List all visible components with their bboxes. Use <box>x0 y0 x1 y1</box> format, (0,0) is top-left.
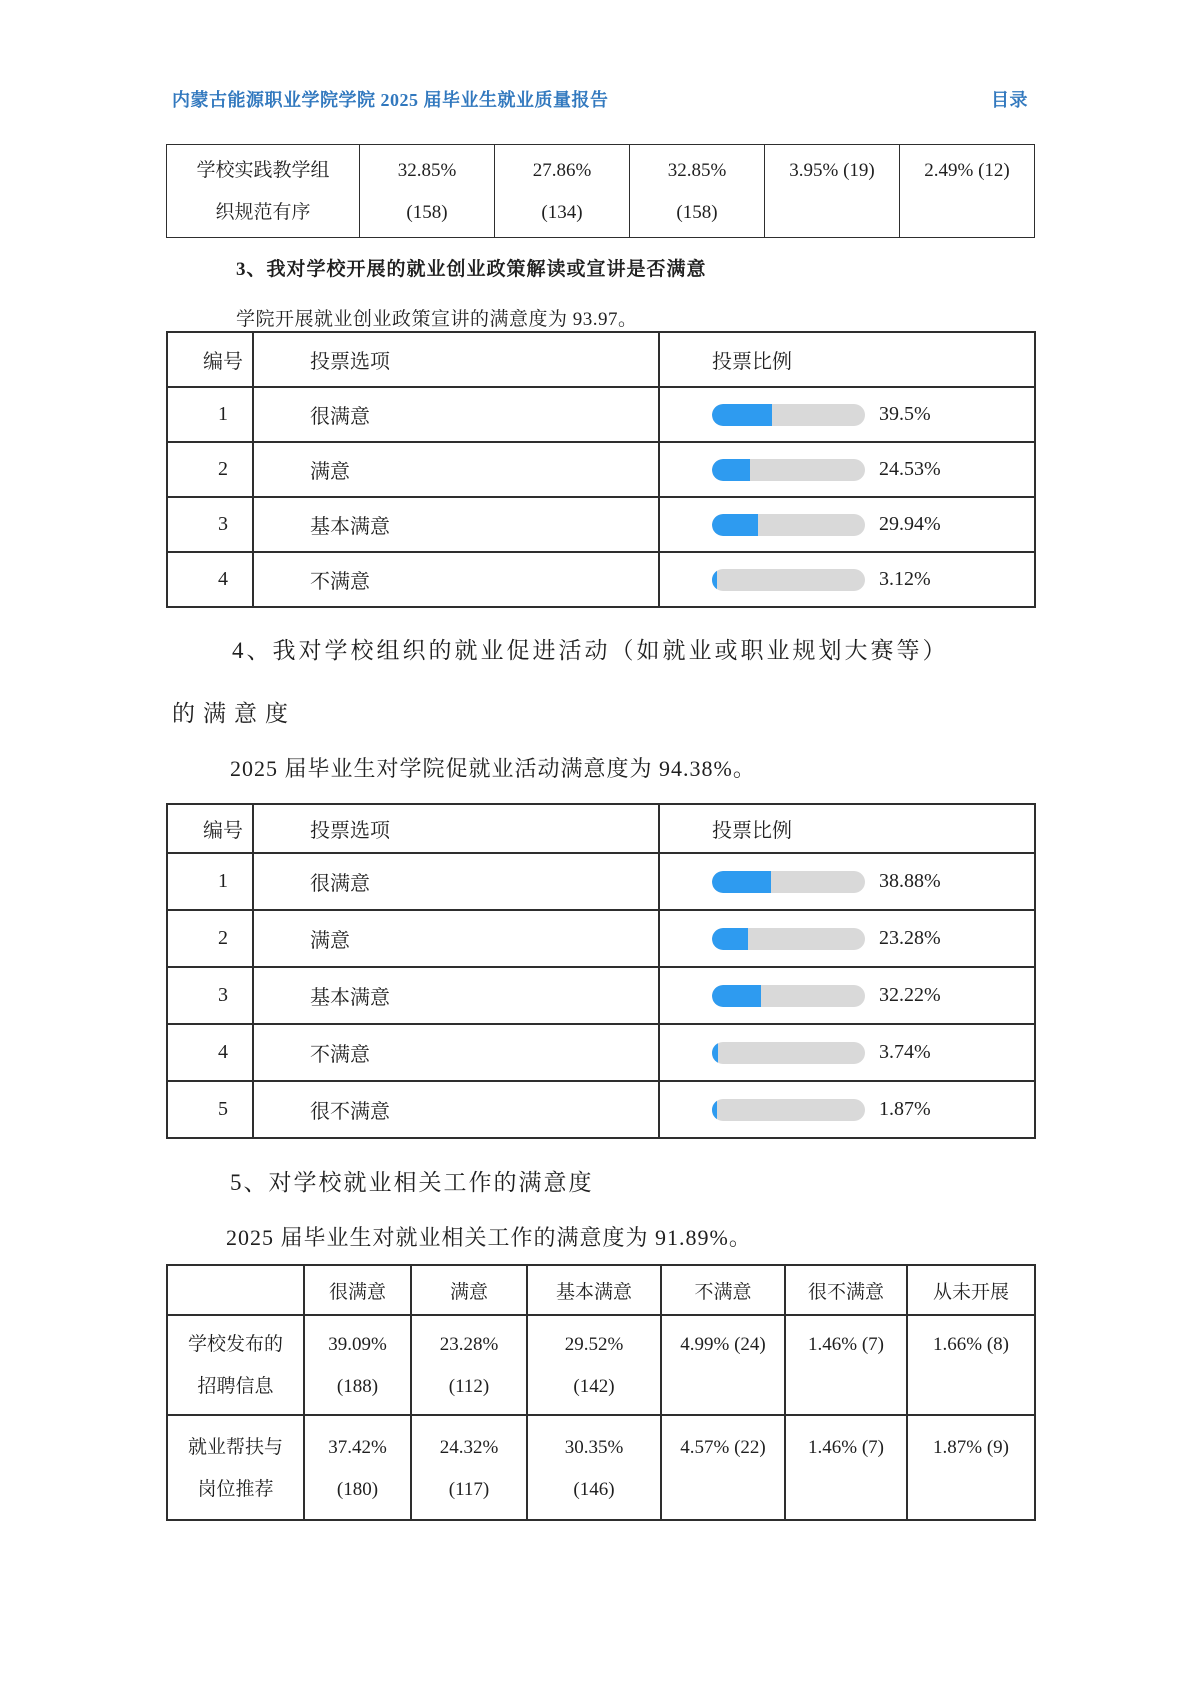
table-header-row <box>167 1265 1035 1315</box>
table-header-row <box>167 804 1035 853</box>
row-number: 4 <box>167 552 253 607</box>
vote-bar-fill <box>712 404 772 426</box>
cell-line2 <box>786 1470 906 1510</box>
cell-line2: (188) <box>336 1376 379 1397</box>
vote-bar <box>660 403 1034 426</box>
cell-line1: 1.66% (8) <box>933 1334 1009 1355</box>
cell-line1: 就业帮扶与 <box>187 1436 283 1458</box>
cell-lines <box>528 1426 660 1510</box>
cell-line2: (180) <box>336 1478 379 1500</box>
section5-subtext: 2025 届毕业生对就业相关工作的满意度为 91.89%。 <box>226 1225 752 1250</box>
row-option: 基本满意 <box>253 497 659 552</box>
data-cell <box>527 1415 661 1520</box>
cell-line2 <box>662 1367 784 1407</box>
data-cell <box>411 1315 527 1415</box>
cell-lines <box>908 1426 1034 1510</box>
cell-line2: (146) <box>573 1478 615 1500</box>
vote-percent-label: 24.53% <box>879 458 941 480</box>
cell-line1: 32.85% <box>397 160 457 181</box>
table-row <box>167 387 1035 442</box>
vote-bar-fill <box>712 985 761 1007</box>
page-header <box>172 86 1028 112</box>
cell-lines <box>662 1426 784 1510</box>
row-ratio <box>659 853 1035 910</box>
cell-line1: 3.95% (19) <box>789 160 875 181</box>
section3-subtext: 学院开展就业创业政策宣讲的满意度为 93.97。 <box>236 309 638 330</box>
vote-bar-track <box>712 404 865 426</box>
col-header: 基本满意 <box>527 1265 661 1315</box>
vote-bar-track <box>712 514 865 536</box>
data-cell <box>304 1415 411 1520</box>
vote-bar-track <box>712 985 865 1007</box>
cell-line1: 学校实践教学组 <box>196 160 330 181</box>
vote-percent-label: 3.74% <box>879 1041 931 1063</box>
row-label <box>167 1315 304 1415</box>
cell-line1: 学校发布的 <box>187 1334 283 1355</box>
activity-vote-table <box>166 803 1036 1139</box>
col-header-ratio: 投票比例 <box>659 804 1035 853</box>
employment-work-table <box>166 1264 1036 1521</box>
cell-line1: 29.52% <box>564 1334 624 1355</box>
row-ratio <box>659 1081 1035 1138</box>
data-cell <box>527 1315 661 1415</box>
vote-percent-label: 32.22% <box>879 984 941 1006</box>
cell-line2 <box>662 1470 784 1510</box>
vote-percent-label: 1.87% <box>879 1098 931 1120</box>
row-label <box>167 145 360 238</box>
table-row <box>167 1315 1035 1415</box>
cell-line1: 30.35% <box>564 1436 624 1458</box>
cell-lines <box>662 1323 784 1407</box>
row-ratio <box>659 910 1035 967</box>
cell-line2: (142) <box>573 1376 615 1397</box>
section5-heading: 5、对学校就业相关工作的满意度 <box>230 1170 594 1195</box>
table-row <box>167 1024 1035 1081</box>
cell-line2 <box>786 1367 906 1407</box>
row-option: 不满意 <box>253 1024 659 1081</box>
data-cell <box>785 1415 907 1520</box>
cell-line2: (158) <box>676 202 718 223</box>
table-row <box>167 853 1035 910</box>
vote-bar-track <box>712 1042 865 1064</box>
cell-line1: 1.87% (9) <box>933 1436 1009 1458</box>
table-row <box>167 910 1035 967</box>
row-number: 2 <box>167 910 253 967</box>
cell-lines <box>412 1323 526 1407</box>
cell-line1: 27.86% <box>532 160 592 181</box>
col-header-option: 投票选项 <box>253 332 659 387</box>
cell-lines <box>908 1323 1034 1407</box>
cell-lines <box>305 1426 410 1510</box>
col-header: 满意 <box>411 1265 527 1315</box>
vote-bar-fill <box>712 1042 718 1064</box>
cell-lines <box>360 149 494 233</box>
table-row <box>167 552 1035 607</box>
cell-line2 <box>908 1367 1034 1407</box>
cell-lines <box>765 149 899 233</box>
row-number: 4 <box>167 1024 253 1081</box>
row-number: 1 <box>167 853 253 910</box>
practice-teaching-table <box>166 144 1035 238</box>
row-option: 很不满意 <box>253 1081 659 1138</box>
row-ratio <box>659 552 1035 607</box>
cell-lines <box>786 1426 906 1510</box>
table-row <box>167 497 1035 552</box>
row-option: 很满意 <box>253 387 659 442</box>
cell-lines <box>305 1323 410 1407</box>
data-cell <box>661 1315 785 1415</box>
vote-percent-label: 29.94% <box>879 513 941 535</box>
data-cell <box>630 145 765 238</box>
row-option: 满意 <box>253 910 659 967</box>
cell-lines <box>528 1323 660 1407</box>
col-header: 不满意 <box>661 1265 785 1315</box>
cell-line2 <box>900 193 1034 233</box>
section4-heading-line2: 的满意度 <box>172 701 296 726</box>
cell-lines <box>168 1426 303 1510</box>
row-option: 满意 <box>253 442 659 497</box>
col-header: 很满意 <box>304 1265 411 1315</box>
vote-bar-fill <box>712 514 758 536</box>
cell-lines <box>167 149 359 233</box>
row-ratio <box>659 967 1035 1024</box>
row-number: 1 <box>167 387 253 442</box>
vote-percent-label: 38.88% <box>879 870 941 892</box>
col-header-option: 投票选项 <box>253 804 659 853</box>
row-option: 很满意 <box>253 853 659 910</box>
col-header: 从未开展 <box>907 1265 1035 1315</box>
data-cell <box>360 145 495 238</box>
data-cell <box>785 1315 907 1415</box>
cell-lines <box>900 149 1034 233</box>
cell-lines <box>412 1426 526 1510</box>
policy-vote-table <box>166 331 1036 608</box>
data-cell <box>907 1415 1035 1520</box>
col-header-number: 编号 <box>167 332 253 387</box>
cell-line1: 4.99% (24) <box>680 1334 766 1355</box>
cell-line1: 23.28% <box>439 1334 499 1355</box>
col-header-number: 编号 <box>167 804 253 853</box>
data-cell <box>495 145 630 238</box>
cell-line1: 24.32% <box>439 1436 499 1458</box>
cell-line2: 岗位推荐 <box>197 1478 274 1500</box>
cell-lines <box>786 1323 906 1407</box>
row-option: 基本满意 <box>253 967 659 1024</box>
data-cell <box>661 1415 785 1520</box>
vote-bar-fill <box>712 1099 717 1121</box>
vote-bar-fill <box>712 459 750 481</box>
row-label <box>167 1415 304 1520</box>
vote-bar-fill <box>712 871 771 893</box>
table-row <box>167 442 1035 497</box>
table-row <box>167 1081 1035 1138</box>
vote-bar-track <box>712 928 865 950</box>
data-cell <box>765 145 900 238</box>
cell-line2: (112) <box>448 1376 490 1397</box>
cell-line2 <box>765 193 899 233</box>
row-ratio <box>659 1024 1035 1081</box>
cell-line1: 32.85% <box>667 160 727 181</box>
vote-bar-track <box>712 871 865 893</box>
cell-line1: 2.49% (12) <box>924 160 1010 181</box>
vote-bar <box>660 1041 1034 1064</box>
row-number: 3 <box>167 497 253 552</box>
vote-bar-track <box>712 459 865 481</box>
vote-percent-label: 39.5% <box>879 403 931 425</box>
cell-line2: 招聘信息 <box>197 1376 274 1397</box>
cell-line1: 1.46% (7) <box>808 1334 884 1355</box>
vote-bar-track <box>712 569 865 591</box>
row-number: 3 <box>167 967 253 1024</box>
data-cell <box>900 145 1035 238</box>
table-row <box>167 967 1035 1024</box>
cell-line2: (158) <box>406 202 448 223</box>
vote-percent-label: 23.28% <box>879 927 941 949</box>
vote-bar <box>660 458 1034 481</box>
cell-lines <box>168 1323 303 1407</box>
vote-bar <box>660 870 1034 893</box>
vote-bar <box>660 927 1034 950</box>
row-ratio <box>659 497 1035 552</box>
data-cell <box>907 1315 1035 1415</box>
cell-lines <box>630 149 764 233</box>
section4-subtext: 2025 届毕业生对学院促就业活动满意度为 94.38%。 <box>230 756 756 781</box>
col-header-ratio: 投票比例 <box>659 332 1035 387</box>
vote-bar <box>660 568 1034 591</box>
vote-bar <box>660 513 1034 536</box>
row-option: 不满意 <box>253 552 659 607</box>
cell-line1: 39.09% <box>328 1334 387 1355</box>
row-ratio <box>659 442 1035 497</box>
cell-line1: 37.42% <box>328 1436 387 1458</box>
vote-bar-fill <box>712 569 717 591</box>
row-ratio <box>659 387 1035 442</box>
data-cell <box>411 1415 527 1520</box>
cell-line2 <box>908 1470 1034 1510</box>
vote-bar <box>660 1098 1034 1121</box>
vote-bar <box>660 984 1034 1007</box>
cell-line1: 1.46% (7) <box>808 1436 884 1458</box>
cell-line1: 4.57% (22) <box>680 1436 766 1458</box>
data-cell <box>304 1315 411 1415</box>
section3-heading: 3、我对学校开展的就业创业政策解读或宣讲是否满意 <box>236 259 707 280</box>
vote-bar-track <box>712 1099 865 1121</box>
section4-heading-line1: 4、我对学校组织的就业促进活动（如就业或职业规划大赛等） <box>232 638 949 663</box>
header-title: 内蒙古能源职业学院学院 2025 届毕业生就业质量报告 <box>172 90 609 110</box>
cell-line2: (117) <box>448 1478 490 1500</box>
col-header: 很不满意 <box>785 1265 907 1315</box>
table-row <box>167 145 1035 238</box>
col-header <box>167 1265 304 1315</box>
cell-line2: (134) <box>541 202 583 223</box>
vote-percent-label: 3.12% <box>879 568 931 590</box>
header-toc-link[interactable]: 目录 <box>991 90 1028 110</box>
cell-line2: 织规范有序 <box>215 202 311 223</box>
vote-bar-fill <box>712 928 748 950</box>
table-row <box>167 1415 1035 1520</box>
cell-lines <box>495 149 629 233</box>
table-header-row <box>167 332 1035 387</box>
row-number: 2 <box>167 442 253 497</box>
row-number: 5 <box>167 1081 253 1138</box>
